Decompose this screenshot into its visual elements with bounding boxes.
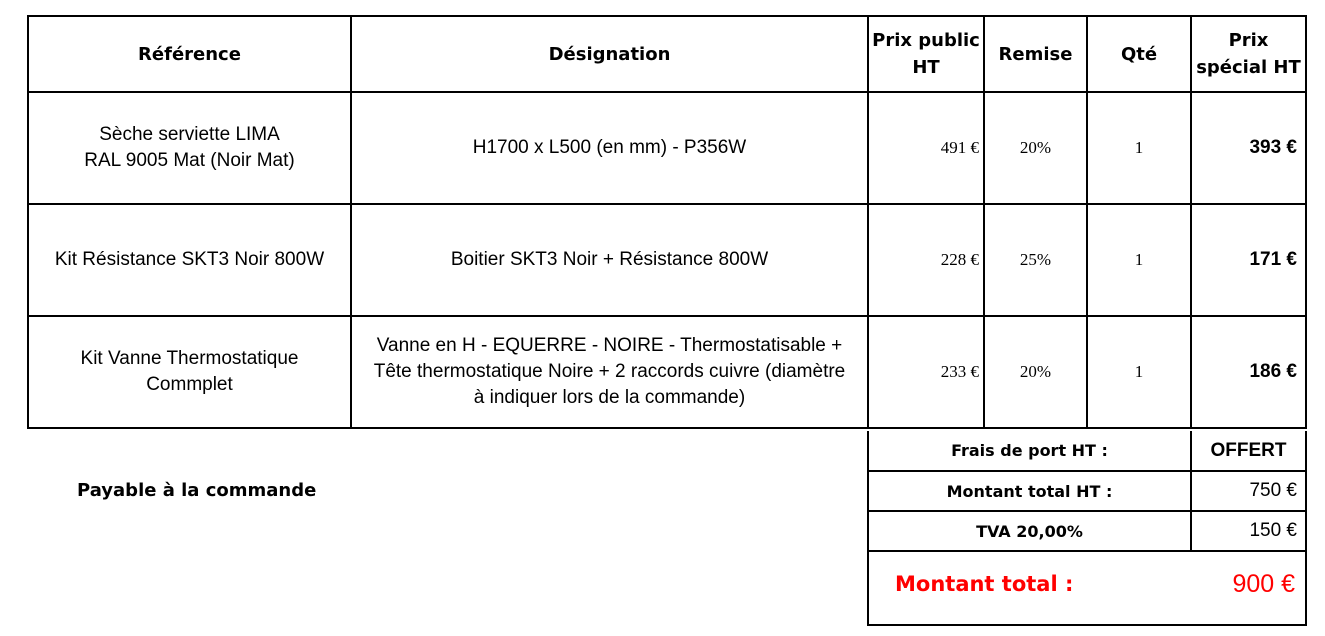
header-qte: Qté: [1087, 16, 1191, 92]
cell-prix-special: 186 €: [1191, 316, 1306, 428]
header-prix-special-line2: spécial HT: [1196, 57, 1301, 78]
cell-qte: 1: [1087, 92, 1191, 204]
header-designation: Désignation: [351, 16, 868, 92]
cell-prix-special: 171 €: [1191, 204, 1306, 316]
cell-prix-public: 233 €: [868, 316, 984, 428]
cell-prix-public: 228 €: [868, 204, 984, 316]
reference-line: RAL 9005 Mat (Noir Mat): [84, 150, 295, 171]
table-row: [28, 316, 1306, 428]
cell-remise: 20%: [984, 316, 1087, 428]
quote-table: [27, 15, 1307, 429]
header-reference: Référence: [28, 16, 351, 92]
cell-qte: 1: [1087, 316, 1191, 428]
grand-total-value: 900 €: [1232, 570, 1295, 598]
reference-line: Kit Résistance SKT3 Noir 800W: [54, 249, 325, 270]
shipping-label: Frais de port HT :: [868, 431, 1191, 471]
cell-reference: [28, 316, 351, 428]
cell-designation: [351, 316, 868, 428]
totals-row-tva: [868, 511, 1306, 551]
header-prix-public: [868, 16, 984, 92]
header-prix-public-line1: Prix public: [872, 30, 980, 51]
cell-remise: 20%: [984, 92, 1087, 204]
cell-reference: [28, 92, 351, 204]
header-prix-public-line2: HT: [912, 57, 940, 78]
subtotal-label: Montant total HT :: [868, 471, 1191, 511]
header-prix-special-line1: Prix: [1228, 30, 1269, 51]
totals-row-grand-total: [868, 551, 1306, 625]
header-remise: Remise: [984, 16, 1087, 92]
totals-table: [867, 431, 1307, 626]
cell-reference: [28, 204, 351, 316]
header-prix-special: [1191, 16, 1306, 92]
cell-prix-special: 393 €: [1191, 92, 1306, 204]
cell-qte: 1: [1087, 204, 1191, 316]
reference-line: Sèche serviette LIMA: [99, 124, 280, 145]
cell-designation: [351, 204, 868, 316]
reference-line: Kit Vanne Thermostatique: [80, 348, 299, 369]
grand-total-cell: [868, 551, 1306, 625]
designation-line: Tête thermostatique Noire + 2 raccords cuivre (diamètre: [373, 361, 846, 382]
tva-label: TVA 20,00%: [868, 511, 1191, 551]
totals-row-shipping: [868, 431, 1306, 471]
table-row: [28, 92, 1306, 204]
cell-prix-public: 491 €: [868, 92, 984, 204]
cell-designation: [351, 92, 868, 204]
designation-line: à indiquer lors de la commande): [473, 387, 746, 408]
reference-line: Commplet: [146, 374, 233, 395]
designation-line: Boitier SKT3 Noir + Résistance 800W: [450, 249, 769, 270]
shipping-value: OFFERT: [1191, 431, 1306, 471]
table-header-row: [28, 16, 1306, 92]
cell-remise: 25%: [984, 204, 1087, 316]
subtotal-value: 750 €: [1191, 471, 1306, 511]
tva-value: 150 €: [1191, 511, 1306, 551]
designation-line: Vanne en H - EQUERRE - NOIRE - Thermostatisable +: [376, 335, 843, 356]
table-row: [28, 204, 1306, 316]
grand-total-label: Montant total :: [895, 572, 1074, 596]
payment-note: Payable à la commande: [77, 480, 317, 501]
totals-row-subtotal: [868, 471, 1306, 511]
designation-line: H1700 x L500 (en mm) - P356W: [472, 137, 747, 158]
